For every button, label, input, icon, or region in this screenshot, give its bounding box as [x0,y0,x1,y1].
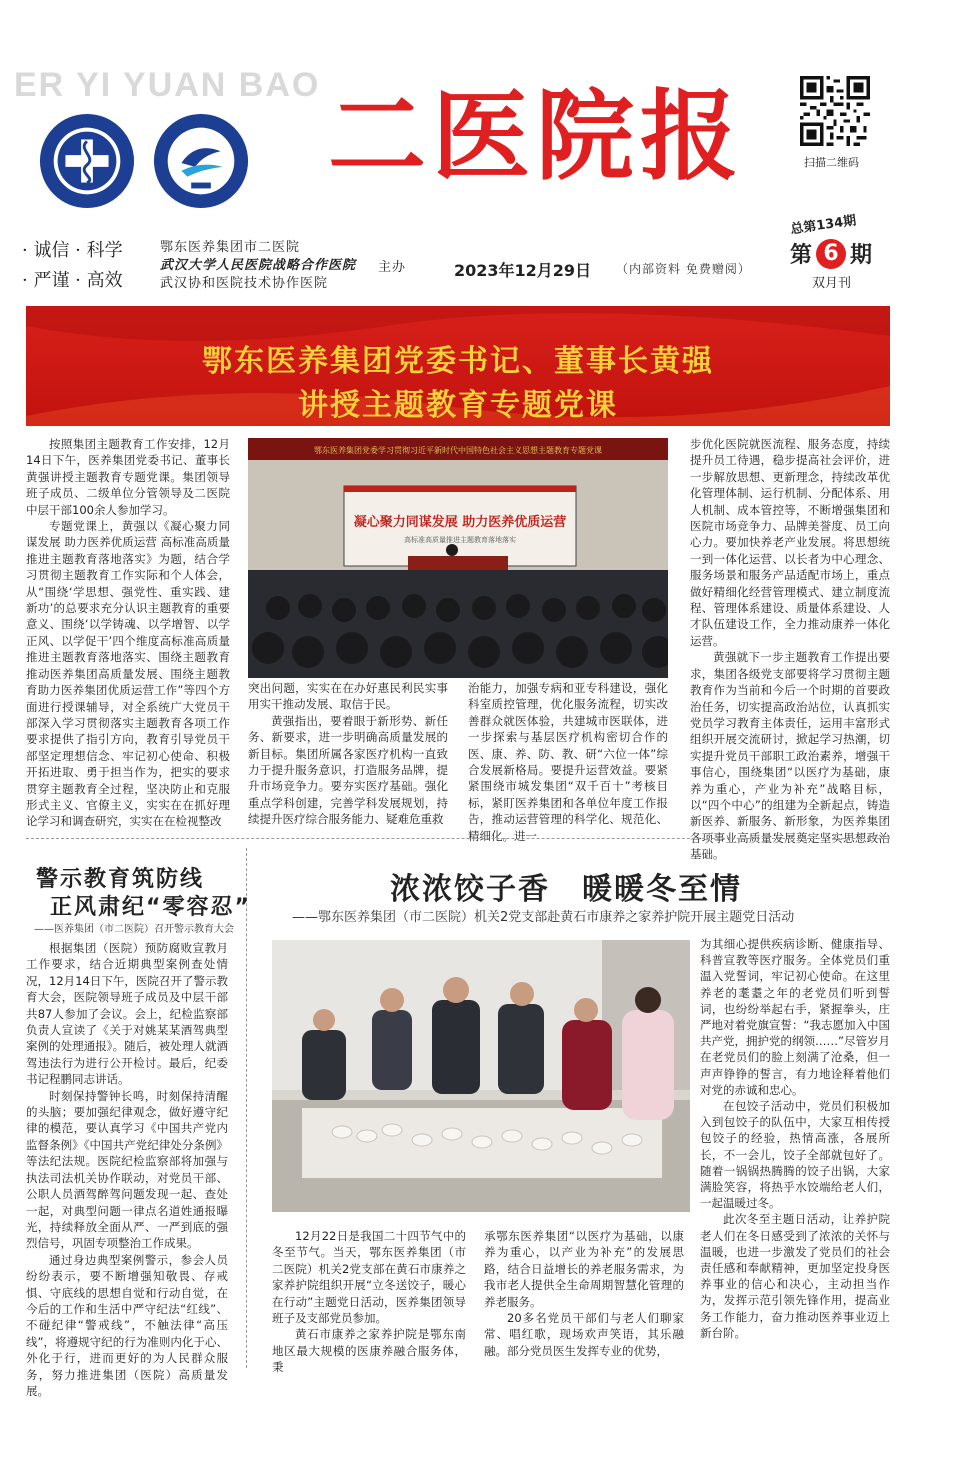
qr-label: 扫描二维码 [804,156,859,169]
warning-title-line2: 正风肃纪“零容忍” [50,895,251,920]
dumpling-col3-para: 在包饺子活动中，党员们积极加入到包饺子的队伍中，大家互相传授包饺子的经验，热情高涨，各展所长，不一会儿，饺子全部就包好了。随着一锅锅热腾腾的饺子出锅，大家满脸笑容，将热乎水饺端给老人们，一起温暖过冬。 [700,1099,890,1211]
lead-col4-para: 步优化医院就医流程、服务态度，持续提升员工待遇，稳步提高社会评价，进一步解放思想、更新理念，持续改革优化管理体制、运行机制、分配体系、用人机制、成本管控等，不断增强集团和医院市场竞争力、品牌美誉度、员工向心力。要加快养老产业发展。将思想统一到一体化运营、以长者为中心理念、服务场景和服务产品适配市场上，重点做好精细化经营管理模式、建立制度流程、管理体系建设、质量体系建设、人才队伍建设工作，全力推动康养一体化运营。 [690,437,890,648]
sponsor-line1: 鄂东医养集团市二医院 [160,240,301,255]
warning-subtitle: ——医养集团（市二医院）召开警示教育大会 [34,924,234,935]
dumpling-column-2 [484,1228,684,1359]
dumpling-col1-para: 12月22日是我国二十四节气中的冬至节气。当天，鄂东医养集团（市二医院）机关2党支部在黄石市康养之家养护院组织开展“立冬送饺子，暖心在行动”主题党日活动，医养集团领导班子及支部党员参加。 [272,1229,466,1326]
lead-title-line1: 鄂东医养集团党委书记、董事长黄强 [202,344,714,379]
dumpling-subtitle: ——鄂东医养集团（市二医院）机关2党支部赴黄石市康养之家养护院开展主题党日活动 [292,910,795,925]
group-logo [38,112,136,210]
lead-col3-para: 治能力，加强专病和亚专科建设，强化科室质控管理，优化服务流程，切实改善群众就医体验，共建城市医联体，进一步探索与基层医疗机构密切合作的医、康、养、防、教、研“六位一体”综合发展新格局。要提升运营效益。要紧紧围绕市城发集团“双千百十”考核目标，紧盯医养集团和各单位年度工作报告，推动运营管理的科学化、规范化、精细化。进一 [468,681,668,843]
dumpling-col3-para: 为其细心提供疾病诊断、健康指导、科普宣教等医疗服务。全体党员们重温入党誓词，牢记初心使命。在这里养老的耄耋之年的老党员们听到誓词，也纷纷举起右手，紧握拳头，庄严地对着党旗宣誓：“我志愿加入中国共产党，拥护党的纲领……”尽管岁月在老党员们的脸上刻满了沧桑，但一声声铮铮的誓言，有力地诠释着他们对党的赤诚和忠心。 [700,937,890,1097]
dumpling-col3-para: 此次冬至主题日活动，让养护院老人们在冬日感受到了浓浓的关怀与温暖，也进一步激发了党员们的社会责任感和奉献精神，更加坚定投身医养事业的信心和决心，主动担当作为，发挥示范引领先锋作用，提高业务工作能力，奋力推动医养事业迈上新台阶。 [700,1212,890,1340]
slide-subtitle: 高标准高质量推进主题教育落地落实 [404,536,516,544]
lead-col1-para: 专题党课上，黄强以《凝心聚力同谋发展 助力医养优质运营 高标准高质量推进主题教育落地落实》为题，结合学习贯彻主题教育工作实际和个人体会，从“围绕‘学思想、强党性、重实践、建新功’的总要求充分认识主题教育的重要意义、围绕‘以学铸魂、以学增智、以学正风、以学促干’四个维度高标准高质量推进主题教育落地落实、围绕主题教育推动医养集团高质量发展、围绕主题教育助力医养集团优质运营工作”等四个方面进行授课辅导，对全系统广大党员干部深入学习贯彻落实主题教育各项工作要求提供了指引方向，教育引导党员干部坚定理想信念、牢记初心使命、积极开拓进取、勇于担当作为，把实的要求贯穿主题教育全过程，坚决防止和克服形式主义、官僚主义，实实在在抓好理论学习和调查研究，实实在在检视整改 [26,519,230,829]
issue-prefix: 第 [790,243,813,268]
dumpling-title: 浓浓饺子香 暖暖冬至情 [390,872,742,907]
photo-banner-text: 鄂东医养集团党委学习贯彻习近平新时代中国特色社会主义思想主题教育专题党课 [314,446,602,455]
lead-col1-para: 按照集团主题教育工作安排，12月14日下午，医养集团党委书记、董事长黄强讲授主题教育专题党课。集团领导班子成员、二级单位分管领导及二医院中层干部100余人参加学习。 [26,437,230,517]
lead-col2-para: 突出问题，实实在在办好惠民利民实事用实干推动发展、取信于民。 [248,681,448,712]
lead-col2-para: 黄强指出，要着眼于新形势、新任务、新要求，进一步明确高质量发展的新目标。集团所属各家医疗机构一直致力于提升服务意识，打造服务品牌，提升市场竞争力。要夯实医疗基础。强化重点学科创建，完善学科发展规划，持续提升医疗综合服务能力、疑难危重救 [248,713,448,827]
warning-title-line1: 警示教育筑防线 [36,867,205,892]
sponsor-line2: 武汉大学人民医院战略合作医院 [160,258,357,273]
hospital-logo [152,112,250,210]
motto-line1: · 诚信 · 科学 [22,240,123,261]
dumpling-col2-para: 承鄂东医养集团“以医疗为基础，以康养为重心，以产业为补充”的发展思路，结合日益增长的养老服务需求，为我市老人提供全生命周期智慧化管理的养老服务。 [484,1229,684,1309]
sponsor-role: 主办 [378,260,407,275]
lead-col4-para: 黄强就下一步主题教育工作提出要求，集团各级党支部要将学习贯彻主题教育作为当前和今后一个时期的首要政治任务，切实提高政治站位，认真抓实党员学习教育主体责任，运用丰富形式组织开展交流研讨，掀起学习热潮，切实提升党员干部职工政治素养，增强干事信心，围绕集团“以医疗为基础，康养为重心，产业为补充”战略目标，以“四个中心”的组建为全新起点，铸造新医养、新服务、新形象，为医养集团各项事业高质量发展奠定坚实思想政治基础。 [690,650,890,862]
dumpling-column-3 [700,936,890,1341]
lead-column-3 [468,680,668,844]
warning-body [26,940,228,1399]
warning-para: 通过身边典型案例警示，参会人员纷纷表示，要不断增强知敬畏、存戒惧、守底线的思想自觉和行动自觉，在今后的工作和生活中严守纪法“红线”、不碰纪律“警戒线”，不触法律“高压线”，将遵规守纪的行为准则内化于心、外化于行，进而更好的为人民群众服务，努力推进集团（医院）高质量发展。 [26,1252,228,1398]
sponsor-line3: 武汉协和医院技术协作医院 [160,276,329,291]
issue-suffix: 期 [850,243,873,268]
dumpling-column-1 [272,1228,466,1376]
issue-number-row [790,238,872,269]
lead-column-2 [248,680,448,828]
warning-para: 时刻保持警钟长鸣，时刻保持清醒的头脑；要加强纪律观念，做好遵守纪律的模范，要认真学习《中国共产党内监督条例》《中国共产党纪律处分条例》等法纪法规。医院纪检监察部将加强与执法司法机关协作联动，对党员干部、公职人员酒驾醉驾问题发现一起、查处一起，对典型问题一律点名道姓通报曝光，持续释放全面从严、一严到底的强烈信号，巩固专项整治工作成果。 [26,1088,228,1251]
issue-date: 2023年12月29日 [454,261,592,280]
issue-frequency: 双月刊 [812,276,852,291]
dumpling-col1-para: 黄石市康养之家养护院是鄂东南地区最大规模的医康养融合服务体，秉 [272,1327,466,1375]
issue-number: 6 [816,239,846,269]
motto-line2: · 严谨 · 高效 [22,270,123,291]
lead-title-line2: 讲授主题教育专题党课 [298,388,618,423]
slide-title: 凝心聚力同谋发展 助力医养优质运营 [353,515,567,530]
section-divider [26,838,890,839]
issue-internal-note: （内部资料 免费赠阅） [616,262,751,276]
party-lecture-photo [248,438,668,678]
lead-column-4 [690,436,890,863]
dumpling-activity-photo [272,940,690,1212]
lead-headline-banner [26,306,890,426]
qr-code [800,76,870,146]
lead-column-1 [26,436,230,830]
dumpling-col2-para: 20多名党员干部们与老人们聊家常、唱红歌，现场欢声笑语，其乐融融。部分党员医生发挥专业的优势， [484,1311,684,1358]
masthead-pinyin: ER YI YUAN BAO [14,66,321,104]
warning-para: 根据集团（医院）预防腐败宣教月工作要求，结合近期典型案例查处情况，12月14日下午，医院召开了警示教育大会，医院领导班子成员及中层干部共87人参加了会议。会上，纪检监察部负责人宣读了《关于对姚某某酒驾典型案例的处理通报》。随后，被处理人就酒驾违法行为进行公开检讨。最后，纪委书记程鹏同志讲话。 [26,941,228,1087]
masthead-title: 二医院报 [328,79,745,194]
column-divider [246,848,247,1368]
issue-total: 总第134期 [789,213,858,238]
